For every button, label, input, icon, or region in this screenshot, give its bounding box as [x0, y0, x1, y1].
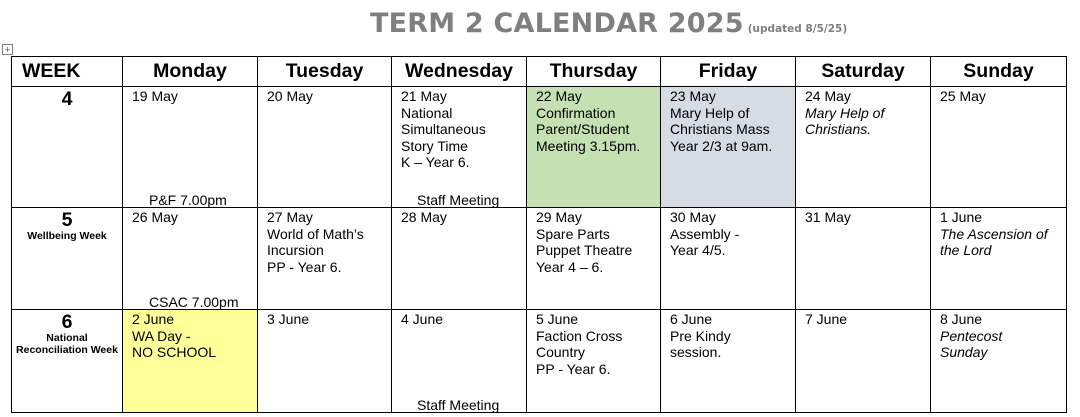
- event-text: Mary Help of: [670, 104, 750, 121]
- col-header-week: WEEK: [12, 57, 123, 87]
- calendar-title: [370, 8, 847, 39]
- day-cell-thursday: [527, 310, 661, 413]
- day-date: 28 May: [401, 209, 447, 225]
- event-text: Faction Cross: [536, 327, 623, 344]
- day-cell-saturday: [796, 208, 931, 310]
- day-date: 8 June: [940, 311, 983, 327]
- day-date: 20 May: [267, 88, 313, 104]
- day-content: [123, 87, 257, 207]
- event-text: session.: [670, 344, 722, 360]
- day-date: 22 May: [536, 88, 582, 104]
- col-header-thursday: Thursday: [527, 57, 661, 87]
- day-date: 3 June: [267, 311, 310, 327]
- event-text: Country: [536, 344, 586, 360]
- day-date: 30 May: [670, 209, 716, 225]
- day-content: [527, 87, 660, 207]
- day-date: 1 June: [940, 209, 983, 225]
- event-text: Pentecost: [940, 327, 1003, 344]
- day-content: [931, 208, 1066, 309]
- event-text: National: [401, 104, 453, 121]
- day-cell-sunday: [931, 310, 1067, 413]
- day-date: 27 May: [267, 209, 313, 225]
- event-text: Mary Help of: [805, 104, 885, 121]
- event-text: WA Day -: [132, 327, 191, 344]
- event-text: Confirmation: [536, 104, 616, 121]
- event-text: K – Year 6.: [401, 154, 470, 170]
- day-content: [661, 87, 795, 207]
- day-date: 2 June: [132, 311, 175, 327]
- event-text: Pre Kindy: [670, 327, 731, 344]
- day-cell-monday: [123, 87, 258, 208]
- day-cell-friday: [661, 310, 796, 413]
- day-content: [258, 87, 391, 207]
- day-content: [392, 208, 526, 309]
- week-row: [12, 208, 1067, 310]
- day-cell-friday: [661, 208, 796, 310]
- day-cell-sunday: [931, 208, 1067, 310]
- event-meeting: CSAC 7.00pm: [149, 293, 239, 310]
- day-date: 19 May: [132, 88, 178, 104]
- day-content: [527, 208, 660, 309]
- day-date: 21 May: [401, 88, 447, 104]
- day-cell-tuesday: [258, 310, 392, 413]
- day-date: 7 June: [805, 311, 848, 327]
- event-text: Christians.: [805, 121, 872, 137]
- event-text: Story Time: [401, 137, 468, 154]
- week-cell: [12, 310, 123, 413]
- day-content: [258, 310, 391, 412]
- day-date: 4 June: [401, 311, 444, 327]
- title-text: TERM 2 CALENDAR 2025: [370, 8, 744, 39]
- col-header-tuesday: Tuesday: [258, 57, 392, 87]
- day-content: [931, 87, 1066, 207]
- day-cell-thursday: [527, 87, 661, 208]
- day-content: [796, 310, 930, 412]
- day-cell-tuesday: [258, 87, 392, 208]
- day-content: [796, 208, 930, 309]
- day-date: 5 June: [536, 311, 579, 327]
- event-text: Simultaneous: [401, 121, 486, 137]
- event-meeting: Staff Meeting: [417, 396, 500, 413]
- day-date: 29 May: [536, 209, 582, 225]
- day-date: 26 May: [132, 209, 178, 225]
- col-header-wednesday: Wednesday: [392, 57, 527, 87]
- day-content: [123, 310, 257, 412]
- event-text: Assembly -: [670, 225, 740, 242]
- day-date: 23 May: [670, 88, 716, 104]
- event-meeting: Staff Meeting: [417, 191, 500, 208]
- day-content: [931, 310, 1066, 412]
- day-content: [661, 310, 795, 412]
- event-text: Parent/Student: [536, 121, 630, 137]
- day-cell-wednesday: [392, 87, 527, 208]
- day-date: 31 May: [805, 209, 851, 225]
- move-icon[interactable]: +: [2, 44, 13, 55]
- event-text: Christians Mass: [670, 121, 770, 137]
- day-date: 6 June: [670, 311, 713, 327]
- event-text: Meeting 3.15pm.: [536, 137, 641, 154]
- week-label: Wellbeing Week: [27, 230, 107, 242]
- event-text: the Lord: [940, 242, 992, 258]
- day-content: [527, 310, 660, 412]
- event-text: PP - Year 6.: [267, 258, 342, 275]
- week-number: 6: [61, 311, 73, 333]
- col-header-monday: Monday: [123, 57, 258, 87]
- event-text: Puppet Theatre: [536, 242, 633, 258]
- week-label: National Reconciliation Week: [16, 332, 118, 356]
- event-text: Year 4 – 6.: [536, 258, 604, 275]
- event-text: NO SCHOOL: [132, 344, 217, 360]
- col-header-saturday: Saturday: [796, 57, 931, 87]
- event-text: Sunday: [940, 344, 988, 360]
- day-cell-monday: [123, 208, 258, 310]
- event-text: Incursion: [267, 242, 324, 258]
- week-row: [12, 87, 1067, 208]
- day-content: [661, 208, 795, 309]
- day-cell-wednesday: [392, 208, 527, 310]
- calendar-table: [11, 56, 1067, 413]
- day-cell-sunday: [931, 87, 1067, 208]
- event-text: PP - Year 6.: [536, 360, 611, 377]
- header-row: [12, 57, 1067, 87]
- day-content: [392, 310, 526, 412]
- day-cell-thursday: [527, 208, 661, 310]
- week-number: 5: [61, 209, 73, 231]
- day-content: [796, 87, 930, 207]
- week-cell: [12, 208, 123, 310]
- event-text: Year 2/3 at 9am.: [670, 137, 773, 154]
- day-cell-monday: [123, 310, 258, 413]
- day-content: [123, 208, 257, 309]
- week-row: [12, 310, 1067, 413]
- day-cell-wednesday: [392, 310, 527, 413]
- updated-note: (updated 8/5/25): [747, 23, 848, 35]
- event-text: The Ascension of: [940, 225, 1048, 242]
- event-text: World of Math’s: [267, 225, 364, 242]
- day-date: 25 May: [940, 88, 986, 104]
- day-cell-tuesday: [258, 208, 392, 310]
- day-cell-saturday: [796, 87, 931, 208]
- day-content: [258, 208, 391, 309]
- day-cell-saturday: [796, 310, 931, 413]
- day-cell-friday: [661, 87, 796, 208]
- event-text: Spare Parts: [536, 225, 610, 242]
- week-cell: [12, 87, 123, 208]
- day-date: 24 May: [805, 88, 851, 104]
- day-content: [392, 87, 526, 207]
- col-header-sunday: Sunday: [931, 57, 1067, 87]
- col-header-friday: Friday: [661, 57, 796, 87]
- week-number: 4: [61, 88, 73, 110]
- event-meeting: P&F 7.00pm: [149, 191, 227, 208]
- event-text: Year 4/5.: [670, 242, 726, 258]
